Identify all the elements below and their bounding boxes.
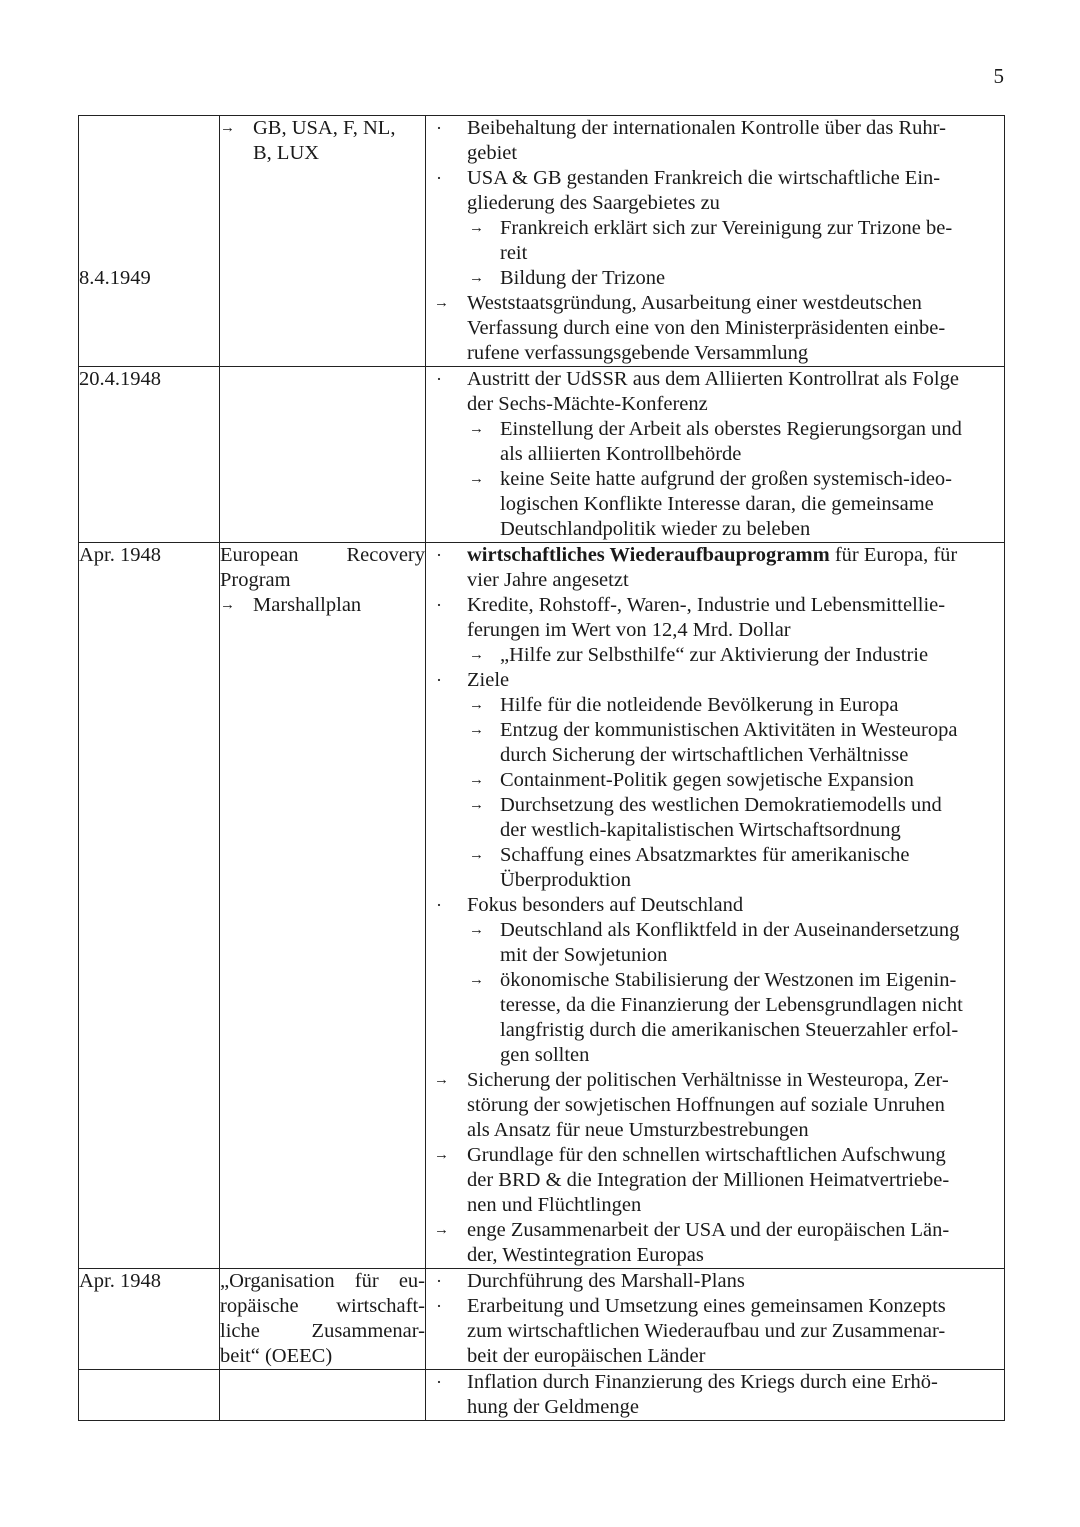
bullet-text: zum wirtschaftlichen Wiederaufbau und zur Zusammenar- [467,1320,946,1342]
bullet-text: Verfassung durch eine von den Ministerpräsidenten einbe- [467,317,946,339]
bullet-text-line [467,1370,1004,1395]
topic-cell [220,1370,426,1421]
bullet-text: Weststaatsgründung, Ausarbeitung einer westdeutschen [467,292,922,314]
arrow-icon: → [469,922,484,938]
bullet-text: Überproduktion [500,869,631,891]
bullet-text: beit der europäischen Länder [467,1345,706,1367]
bullet-text: der BRD & die Integration der Millionen Heimatvertriebe- [467,1169,950,1191]
bullet-text-line [500,517,1004,542]
content-cell [426,116,1005,367]
bullet-item [426,543,1004,593]
bullet-item [426,166,1004,216]
bullet-text-line [467,668,1004,693]
bullet-text: hung der Geldmenge [467,1396,639,1418]
date-label: Apr. 1948 [79,1270,161,1292]
arrow-icon: → [469,220,484,236]
date-label: Apr. 1948 [79,544,161,566]
bullet-text: ferungen im Wert von 12,4 Mrd. Dollar [467,619,791,641]
bullet-text-line [500,492,1004,517]
bullet-text-line [467,341,1004,366]
bullet-text-line [500,993,1004,1018]
bullet-dot-icon: · [436,670,442,690]
topic-text: Marshallplan [253,594,362,616]
topic-text: ropäische wirtschaft- [220,1295,425,1317]
content-cell [426,1370,1005,1421]
bullet-text-line [467,543,1004,568]
topic-cell [220,367,426,543]
bullet-text: nen und Flüchtlingen [467,1194,642,1216]
arrow-icon: → [469,972,484,988]
bold-term: wirtschaftliches Wiederaufbauprogramm [467,544,830,566]
bullet-item [426,893,1004,918]
bullet-item [426,793,1004,843]
topic-text: liche Zusammenar- [220,1320,425,1342]
bullet-text-line [500,768,1004,793]
bullet-text: störung der sowjetischen Hoffnungen auf soziale Unruhen [467,1094,945,1116]
bullet-text-line [467,1269,1004,1294]
bullet-text: keine Seite hatte aufgrund der großen systemisch-ideo- [500,468,952,490]
bullet-dot-icon: · [436,369,442,389]
bullet-dot-icon: · [436,168,442,188]
bullet-text: Frankreich erklärt sich zur Vereinigung zur Trizone be- [500,217,953,239]
date-cell [79,543,220,1269]
bullet-item [426,1370,1004,1420]
arrow-icon: → [469,697,484,713]
bullet-text-line [467,1068,1004,1093]
bullet-item [426,1269,1004,1294]
bullet-text-line [500,216,1004,241]
bullet-text-line [500,417,1004,442]
bullet-text-line [500,718,1004,743]
bullet-item [426,693,1004,718]
bullet-item [426,266,1004,291]
bullet-text: gen sollten [500,1044,590,1066]
bullet-text-line [467,593,1004,618]
topic-line [220,593,425,618]
timeline-row [79,367,1005,543]
bullet-text-line [467,191,1004,216]
bullet-text-line [467,316,1004,341]
date-label: 20.4.1948 [79,368,161,390]
bullet-text-line [467,392,1004,417]
arrow-icon: → [434,295,449,311]
bullet-text-line [500,943,1004,968]
topic-cell [220,543,426,1269]
bullet-text: der Sechs-Mächte-Konferenz [467,393,708,415]
bullet-text: Hilfe für die notleidende Bevölkerung in Europa [500,694,899,716]
arrow-icon: → [469,471,484,487]
date-cell [79,1370,220,1421]
bullet-text: teresse, da die Finanzierung der Lebensgrundlagen nicht [500,994,963,1016]
bullet-text: Sicherung der politischen Verhältnisse in Westeuropa, Zer- [467,1069,949,1091]
bullet-text-line [467,1294,1004,1319]
topic-line [220,543,425,568]
bullet-text-line [500,693,1004,718]
bullet-text-line [467,618,1004,643]
bullet-text-line [500,743,1004,768]
bullet-text-line [500,467,1004,492]
bullet-dot-icon: · [436,545,442,565]
topic-cell [220,1269,426,1370]
topic-text: B, LUX [253,142,320,164]
timeline-row [79,1269,1005,1370]
bullet-text: Erarbeitung und Umsetzung eines gemeinsamen Konzepts [467,1295,946,1317]
bullet-text-line [500,793,1004,818]
bullet-text: Entzug der kommunistischen Aktivitäten in Westeuropa [500,719,958,741]
date-cell [79,367,220,543]
date-cell [79,1269,220,1370]
timeline-row [79,1370,1005,1421]
arrow-icon: → [434,1072,449,1088]
bullet-item [426,643,1004,668]
arrow-icon: → [434,1222,449,1238]
bullet-text: reit [500,242,528,264]
content-cell [426,543,1005,1269]
date-spacer [79,116,219,266]
bullet-text: Austritt der UdSSR aus dem Alliierten Kontrollrat als Folge [467,368,959,390]
bullet-text-line [500,266,1004,291]
bullet-text-line [500,843,1004,868]
bullet-text-line [467,291,1004,316]
topic-line [220,1269,425,1294]
date-cell [79,116,220,367]
bullet-text: Einstellung der Arbeit als oberstes Regierungsorgan und [500,418,962,440]
bullet-item [426,968,1004,1068]
bullet-text: gebiet [467,142,518,164]
arrow-icon: → [469,772,484,788]
arrow-icon: → [220,120,235,136]
bullet-text: Ziele [467,669,510,691]
bullet-text: Kredite, Rohstoff-, Waren-, Industrie und Lebensmittellie- [467,594,946,616]
topic-line [220,1294,425,1319]
topic-line [220,141,425,166]
content-cell [426,1269,1005,1370]
bullet-text: ökonomische Stabilisierung der Westzonen im Eigenin- [500,969,957,991]
history-timeline-table [78,115,1005,1421]
bullet-item [426,668,1004,693]
bullet-item [426,467,1004,542]
bullet-text: Fokus besonders auf Deutschland [467,894,744,916]
bullet-text-line [500,643,1004,668]
arrow-icon: → [469,847,484,863]
bullet-item [426,216,1004,266]
arrow-icon: → [469,797,484,813]
bullet-text: der, Westintegration Europas [467,1244,704,1266]
bullet-text: rufene verfassungsgebende Versammlung [467,342,809,364]
bullet-text: Durchführung des Marshall-Plans [467,1270,745,1292]
bullet-item [426,1218,1004,1268]
bullet-text-line [467,116,1004,141]
topic-text: „Organisation für eu- [220,1270,425,1292]
bullet-item [426,116,1004,166]
bullet-text: langfristig durch die amerikanischen Steuerzahler erfol- [500,1019,959,1041]
bullet-text: mit der Sowjetunion [500,944,668,966]
bullet-text: Containment-Politik gegen sowjetische Expansion [500,769,914,791]
bullet-item [426,768,1004,793]
bullet-dot-icon: · [436,595,442,615]
bullet-text-line [467,141,1004,166]
bullet-text-line [467,1143,1004,1168]
bullet-item [426,718,1004,768]
bullet-text: logischen Konflikte Interesse daran, die gemeinsame [500,493,934,515]
bullet-text-line [467,1243,1004,1268]
bullet-text: als alliierten Kontrollbehörde [500,443,742,465]
topic-cell [220,116,426,367]
bullet-text-line [467,1319,1004,1344]
bullet-dot-icon: · [436,1372,442,1392]
topic-line [220,1319,425,1344]
bullet-text: Bildung der Trizone [500,267,666,289]
bullet-item [426,593,1004,643]
bullet-text: Inflation durch Finanzierung des Kriegs durch eine Erhö- [467,1371,938,1393]
bullet-text-line [500,818,1004,843]
topic-line [220,568,425,593]
bullet-text: „Hilfe zur Selbsthilfe“ zur Aktivierung der Industrie [500,644,929,666]
bullet-dot-icon: · [436,118,442,138]
topic-text: beit“ (OEEC) [220,1345,333,1367]
bullet-text: der westlich-kapitalistischen Wirtschaftsordnung [500,819,901,841]
bullet-text-line [467,1395,1004,1420]
page-number: 5 [993,64,1004,88]
bullet-text: Durchsetzung des westlichen Demokratiemodells und [500,794,942,816]
content-cell [426,367,1005,543]
bullet-text-line [467,1093,1004,1118]
bullet-text-line [467,568,1004,593]
bullet-text-line [500,1043,1004,1068]
timeline-body [79,116,1005,1421]
bullet-text-line [500,442,1004,467]
topic-text: European Recovery [220,544,425,566]
bullet-item [426,417,1004,467]
arrow-icon: → [220,597,235,613]
topic-text: GB, USA, F, NL, [253,117,396,139]
bullet-text: vier Jahre angesetzt [467,569,629,591]
bullet-text: enge Zusammenarbeit der USA und der europäischen Län- [467,1219,950,1241]
bullet-text-line [467,1218,1004,1243]
bullet-text-line [467,166,1004,191]
arrow-icon: → [469,722,484,738]
bullet-text: Deutschland als Konfliktfeld in der Auseinandersetzung [500,919,960,941]
bullet-text: durch Sicherung der wirtschaftlichen Verhältnisse [500,744,909,766]
bullet-item [426,1068,1004,1143]
bullet-dot-icon: · [436,1296,442,1316]
bullet-text: Grundlage für den schnellen wirtschaftlichen Aufschwung [467,1144,946,1166]
bullet-item [426,367,1004,417]
bullet-item [426,918,1004,968]
bullet-text: Schaffung eines Absatzmarktes für amerikanische [500,844,910,866]
bullet-text-line [500,241,1004,266]
arrow-icon: → [469,421,484,437]
bullet-text-line [467,1168,1004,1193]
topic-line [220,116,425,141]
arrow-icon: → [434,1147,449,1163]
bullet-text: für Europa, für [829,544,958,566]
bullet-text-line [467,1118,1004,1143]
timeline-row [79,543,1005,1269]
bullet-item [426,843,1004,893]
bullet-text: Deutschlandpolitik wieder zu beleben [500,518,811,540]
bullet-item [426,291,1004,366]
bullet-item [426,1143,1004,1218]
bullet-item [426,1294,1004,1369]
bullet-text-line [467,367,1004,392]
bullet-dot-icon: · [436,1271,442,1291]
bullet-text-line [467,1193,1004,1218]
bullet-text-line [500,868,1004,893]
bullet-text: Beibehaltung der internationalen Kontrolle über das Ruhr- [467,117,946,139]
bullet-text-line [500,918,1004,943]
bullet-text: als Ansatz für neue Umsturzbestrebungen [467,1119,809,1141]
bullet-text: gliederung des Saargebietes zu [467,192,720,214]
topic-text: Program [220,569,291,591]
bullet-text-line [500,968,1004,993]
bullet-dot-icon: · [436,895,442,915]
timeline-row [79,116,1005,367]
arrow-icon: → [469,270,484,286]
bullet-text: USA & GB gestanden Frankreich die wirtschaftliche Ein- [467,167,941,189]
date-label: 8.4.1949 [79,267,151,289]
bullet-text-line [467,1344,1004,1369]
arrow-icon: → [469,647,484,663]
bullet-text-line [500,1018,1004,1043]
bullet-text-line [467,893,1004,918]
topic-line [220,1344,425,1369]
